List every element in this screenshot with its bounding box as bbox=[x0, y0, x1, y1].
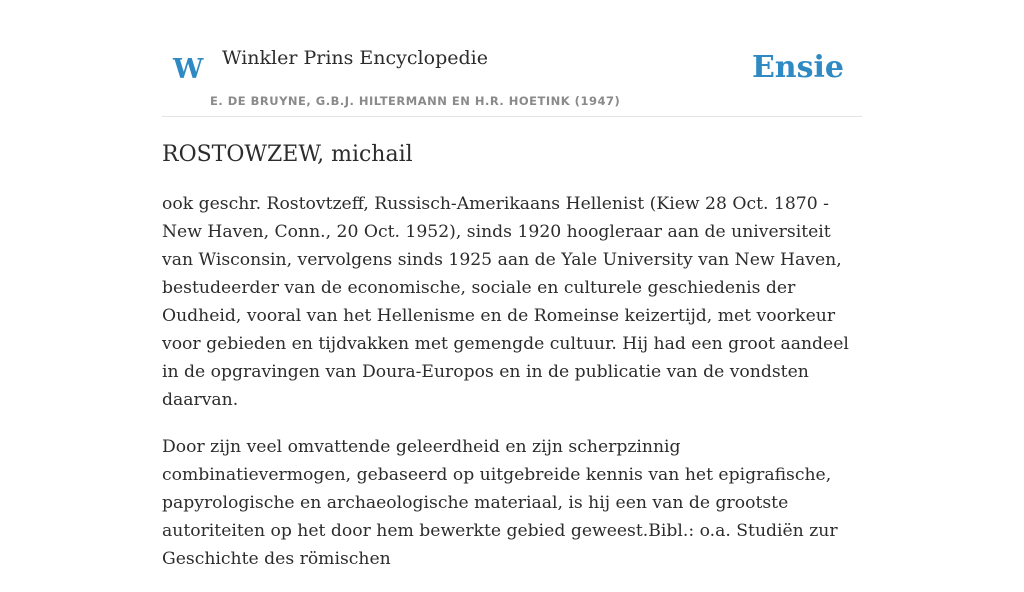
article-paragraph: ook geschr. Rostovtzeff, Russisch-Amerikaans Hellenist (Kiew 28 Oct. 1870 - New Haven, Conn., 20 Oct. 1952), sinds 1920 hoogleraar aan de universiteit van Wisconsin, vervolgens sinds 1925 aan de Yale University van New Haven, bestudeerder van de economische, sociale en culturele geschiedenis der Oudheid, vooral van het Hellenisme en de Romeinse keizertijd, met voorkeur voor gebieden en tijdvakken met gemengde cultuur. Hij had een groot aandeel in de opgravingen van Doura-Europos en in de publicatie van de vondsten daarvan. bbox=[162, 194, 849, 410]
ensie-brand-logo[interactable]: Ensie bbox=[751, 50, 844, 85]
article-body bbox=[162, 138, 862, 592]
article-paragraph: Door zijn veel omvattende geleerdheid en zijn scherpzinnig combinatievermogen, gebaseerd op uitgebreide kennis van het epigrafische, papyrologische en archaeologische materiaal, is hij een van de grootste autoriteiten op het door hem bewerkte gebied geweest.Bibl.: o.a. Studiën zur Geschichte des römischen bbox=[162, 437, 838, 569]
article-title: ROSTOWZEW, michail bbox=[162, 142, 413, 167]
source-authors: E. DE BRUYNE, G.B.J. HILTERMANN EN H.R. HOETINK (1947) bbox=[210, 94, 621, 108]
source-logo[interactable]: W bbox=[173, 54, 204, 85]
source-header bbox=[162, 30, 862, 117]
source-title-link[interactable]: Winkler Prins Encyclopedie bbox=[222, 47, 488, 69]
